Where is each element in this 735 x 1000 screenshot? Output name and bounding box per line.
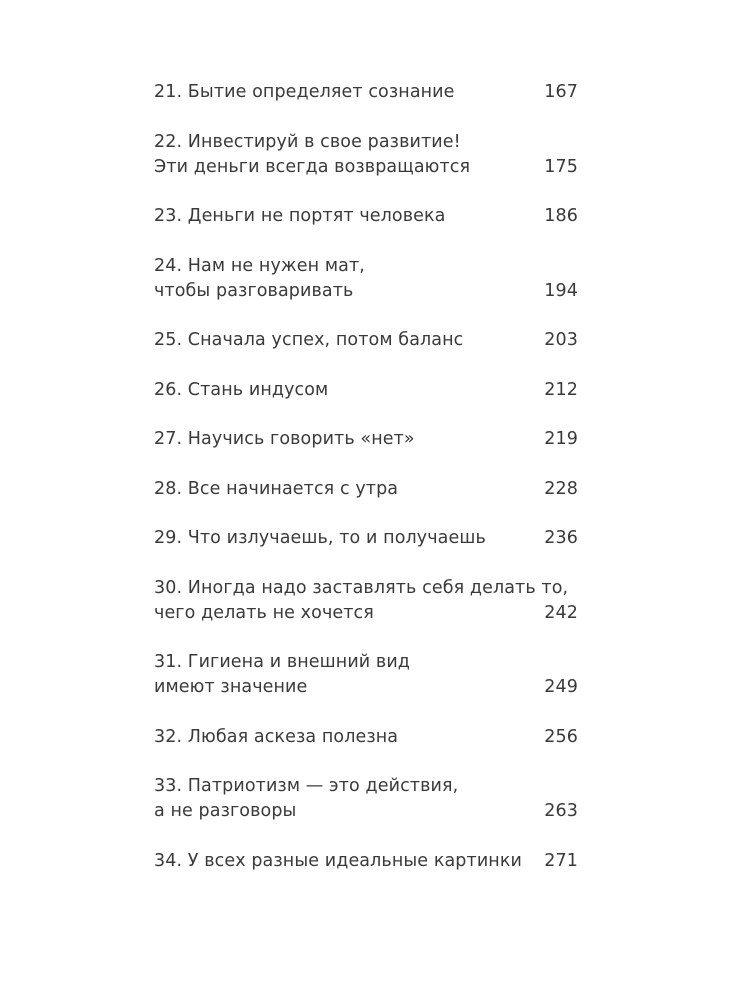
- toc-entry-title-line: 27. Научись говорить «нет»: [154, 429, 415, 449]
- toc-entry: [154, 849, 578, 874]
- toc-entry-title-line: имеют значение: [154, 677, 308, 697]
- toc-entry-page-number: 236: [544, 528, 578, 548]
- toc-entry-page-number: 203: [544, 330, 578, 350]
- toc-entry-title: [154, 378, 578, 403]
- toc-entry-title-line: 31. Гигиена и внешний вид: [154, 652, 411, 672]
- toc-entry-page-number: 194: [544, 280, 578, 301]
- toc-entry-title: [154, 80, 578, 105]
- toc-entry: [154, 254, 578, 304]
- toc-entry-title: [154, 650, 578, 700]
- toc-entry-page-number: 219: [544, 429, 578, 449]
- toc-entry: [154, 725, 578, 750]
- toc-entry-page-number: 228: [544, 478, 578, 499]
- toc-entry: [154, 774, 578, 824]
- toc-entry: [154, 576, 578, 626]
- toc-entry-title-line: 21. Бытие определяет сознание: [154, 82, 455, 102]
- toc-entry-title-line: чтобы разговаривать: [154, 280, 354, 301]
- toc-entry-title-line: 29. Что излучаешь, то и получаешь: [154, 528, 486, 548]
- toc-entry: [154, 650, 578, 700]
- toc-entry-title-line: 26. Стань индусом: [154, 379, 329, 400]
- toc-entry-title-line: 23. Деньги не портят человека: [154, 206, 446, 226]
- toc-entry-title: [154, 427, 578, 452]
- toc-entry-title: [154, 526, 578, 551]
- toc-entry-page-number: 271: [544, 850, 578, 871]
- toc-entry-page-number: 256: [544, 726, 578, 747]
- toc-entry-title: [154, 849, 578, 874]
- toc-entry-title-line: 33. Патриотизм — это действия,: [154, 776, 459, 796]
- toc-entry-page-number: 167: [544, 82, 578, 102]
- toc-entry-page-number: 175: [544, 156, 578, 177]
- toc-entry-page-number: 263: [544, 801, 578, 821]
- toc-entry-title-line: а не разговоры: [154, 801, 297, 821]
- toc-entry: [154, 80, 578, 105]
- toc-entry-title: [154, 477, 578, 502]
- toc-entry-page-number: 212: [544, 379, 578, 400]
- toc-entry-title-line: чего делать не хочется: [154, 602, 374, 623]
- toc-entry: [154, 378, 578, 403]
- toc-entry: [154, 328, 578, 353]
- toc-entry-title: [154, 204, 578, 229]
- toc-entry-page-number: 249: [544, 677, 578, 697]
- toc-entry-title: [154, 576, 578, 626]
- toc-entry-title-line: 28. Все начинается с утра: [154, 478, 399, 499]
- toc-entry-title-line: Эти деньги всегда возвращаются: [154, 156, 471, 177]
- toc-entry-title-line: 22. Инвестируй в свое развитие!: [154, 131, 461, 152]
- toc-entry: [154, 130, 578, 180]
- toc-entry-title: [154, 130, 578, 180]
- toc-entry-title: [154, 774, 578, 824]
- toc-entry-title-line: 25. Сначала успех, потом баланс: [154, 330, 464, 350]
- toc-entry-title-line: 34. У всех разные идеальные картинки: [154, 850, 522, 871]
- toc-entry-title: [154, 328, 578, 353]
- toc-entry-page-number: 242: [544, 602, 578, 623]
- toc-entry: [154, 526, 578, 551]
- toc-entry-title-line: 30. Иногда надо заставлять себя делать то,: [154, 577, 569, 598]
- toc-entry-title-line: 24. Нам не нужен мат,: [154, 255, 365, 276]
- toc-entry-page-number: 186: [544, 206, 578, 226]
- toc-entry-title: [154, 254, 578, 304]
- toc-entry-title: [154, 725, 578, 750]
- toc-entry: [154, 477, 578, 502]
- toc-entry: [154, 204, 578, 229]
- toc-entry: [154, 427, 578, 452]
- table-of-contents: [154, 80, 578, 898]
- toc-entry-title-line: 32. Любая аскеза полезна: [154, 726, 399, 747]
